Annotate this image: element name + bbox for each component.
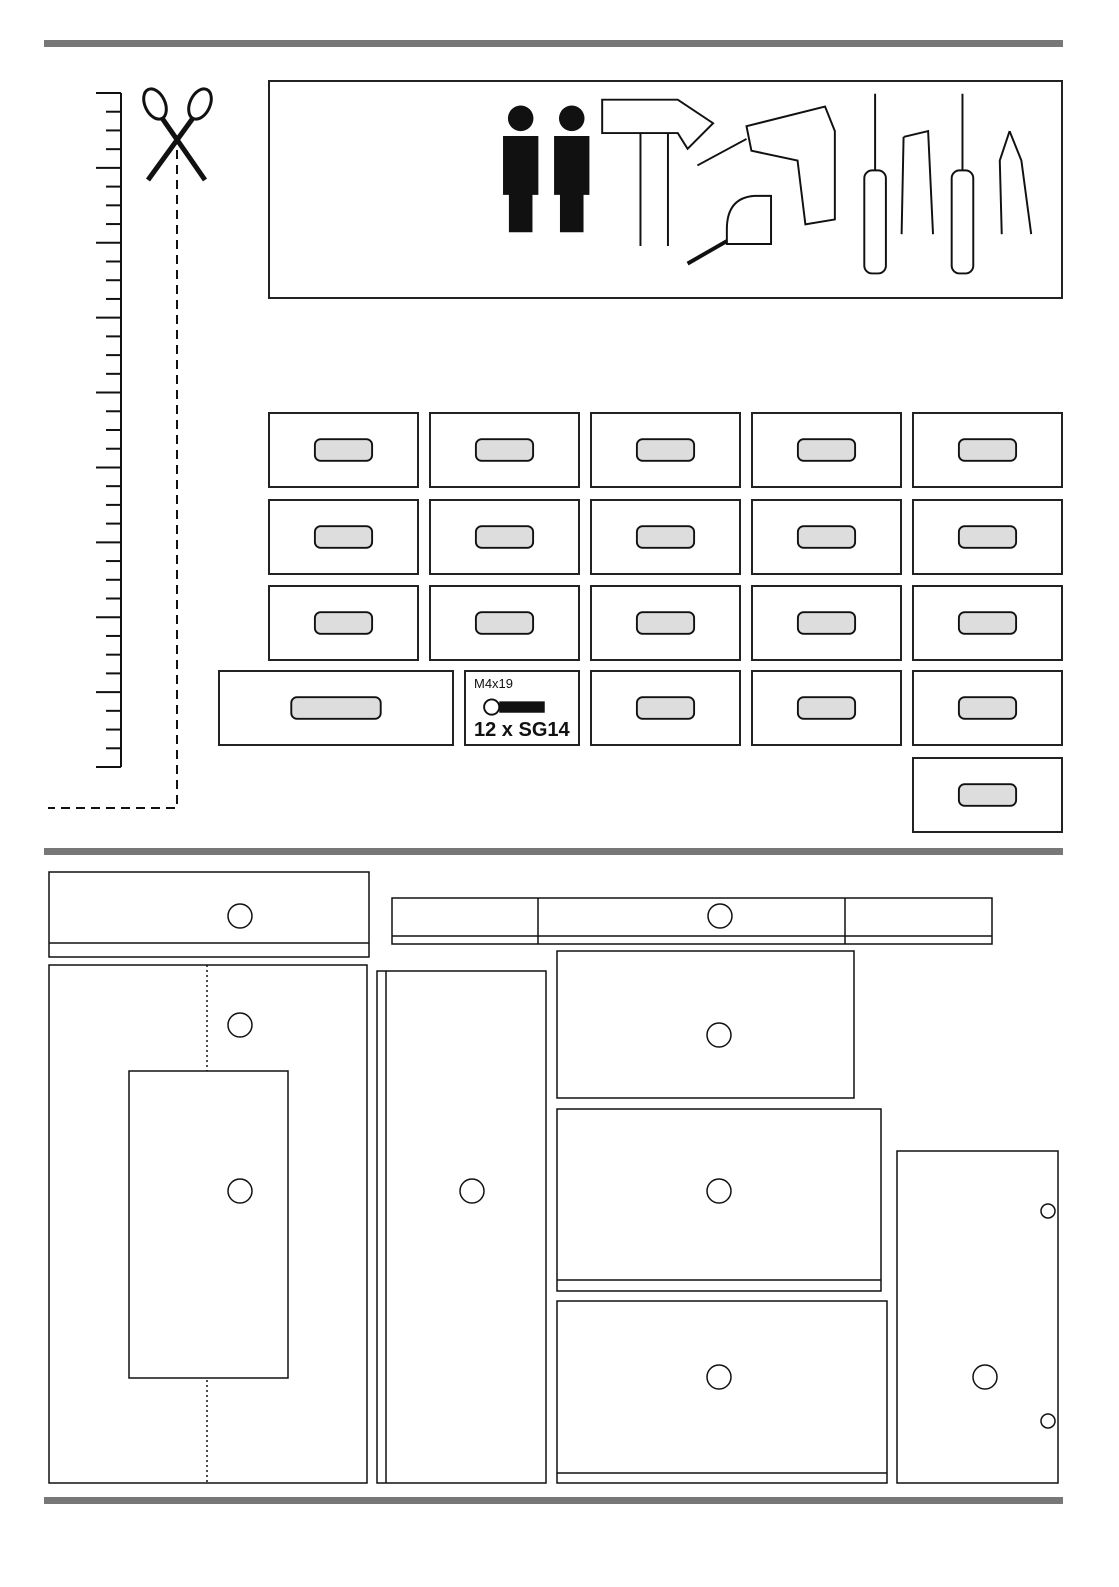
panel-mid-2 — [557, 1301, 887, 1483]
panel-drawer-front — [557, 951, 854, 1098]
panel-door — [897, 1151, 1058, 1483]
panel-mid-1 — [557, 1109, 881, 1291]
panel-side — [377, 971, 546, 1483]
screw-count-label: 12 x SG14 — [474, 719, 570, 741]
panel-rail — [392, 898, 992, 944]
panel-large-left — [49, 965, 367, 1483]
panel-top — [49, 872, 369, 957]
screw-size-label: M4x19 — [474, 676, 514, 691]
